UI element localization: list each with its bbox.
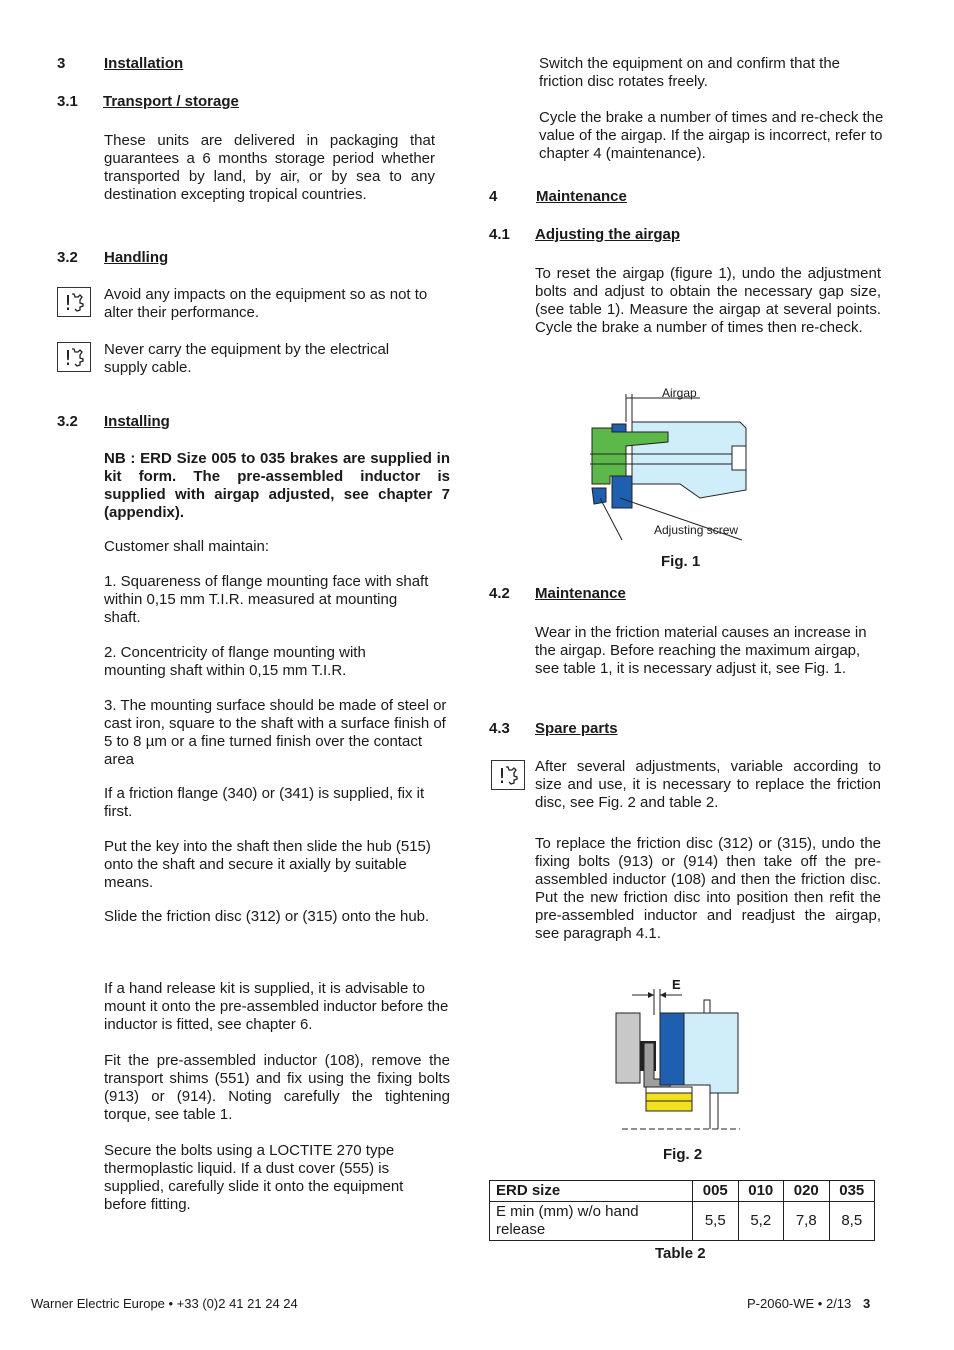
table-2-caption: Table 2 (655, 1245, 706, 1262)
table-cell: 8,5 (829, 1202, 875, 1241)
page-number: 3 (863, 1296, 871, 1311)
installing-list-item-2: 2. Concentricity of flange mounting with mounting shaft within 0,15 mm T.I.R. (104, 644, 366, 679)
figure-1-caption: Fig. 1 (661, 553, 701, 570)
installing-list-item-1: 1. Squareness of flange mounting face with shaft within 0,15 mm T.I.R. measured at mounting shaft. (104, 573, 429, 626)
installing-customer-maintain: Customer shall maintain: (104, 538, 270, 555)
section-4-number: 4 (489, 188, 498, 205)
table-cell: 5,2 (738, 1202, 784, 1241)
cycle-brake-text: Cycle the brake a number of times and re-check the value of the airgap. If the airgap is incorrect, refer to chapter 4 (maintenance). (539, 109, 884, 162)
figure-1-airgap-label: Airgap (662, 386, 697, 400)
section-3-2-handling-title: Handling (104, 249, 169, 266)
table-header-cell: 005 (693, 1181, 739, 1202)
installing-key-hub: Put the key into the shaft then slide the hub (515) onto the shaft and secure it axially by suitable means. (104, 838, 431, 891)
table-row-label: E min (mm) w/o hand release (490, 1202, 693, 1241)
warning-icon (57, 287, 91, 317)
section-3-title: Installation (104, 55, 184, 72)
installing-hand-release: If a hand release kit is supplied, it is advisable to mount it onto the pre-assembled inductor before the inductor is fitted, see chapter 6. (104, 980, 449, 1033)
section-3-1-number: 3.1 (57, 93, 78, 110)
warning-icon (57, 342, 91, 372)
figure-2-diagram (610, 975, 750, 1135)
handling-warning-1: Avoid any impacts on the equipment so as not to alter their performance. (104, 286, 428, 321)
figure-2-caption: Fig. 2 (663, 1146, 703, 1163)
spare-parts-replace-text: To replace the friction disc (312) or (315), undo the fixing bolts (913) or (914) then take off the pre-assembled inductor (108) and then the friction disc. Put the new friction disc into position then refit the pre-assembled inductor and readjust the airgap, see paragraph 4.1. (535, 835, 881, 942)
erd-size-table (489, 1180, 875, 1241)
transport-storage-text: These units are delivered in packaging that guarantees a 6 months storage period whether transported by land, by air, or by sea to any destination excepting tropical countries. (104, 132, 435, 203)
table-header-cell: ERD size (490, 1181, 693, 1202)
spare-parts-warning: After several adjustments, variable according to size and use, it is necessary to replace the friction disc, see Fig. 2 and table 2. (535, 758, 881, 811)
installing-list-item-3: 3. The mounting surface should be made of steel or cast iron, square to the shaft with a surface finish of 5 to 8 µm or a fine turned finish over the contact area (104, 697, 447, 768)
section-3-1-title: Transport / storage (103, 93, 239, 110)
table-header-row (490, 1181, 875, 1202)
installing-nb-note: NB : ERD Size 005 to 035 brakes are supplied in kit form. The pre-assembled inductor is supplied with airgap adjusted, see chapter 7 (appendix). (104, 450, 450, 521)
section-3-2-installing-title: Installing (104, 413, 170, 430)
switch-on-text: Switch the equipment on and confirm that the friction disc rotates freely. (539, 55, 841, 90)
svg-text:!: ! (64, 346, 73, 370)
section-4-1-title: Adjusting the airgap (535, 226, 681, 243)
installing-loctite: Secure the bolts using a LOCTITE 270 type thermoplastic liquid. If a dust cover (555) is supplied, carefully slide it onto the equipment before fitting. (104, 1142, 404, 1213)
table-header-cell: 010 (738, 1181, 784, 1202)
section-4-3-title: Spare parts (535, 720, 618, 737)
svg-text:!: ! (64, 291, 73, 315)
warning-icon (491, 760, 525, 790)
figure-1-adjusting-screw-label: Adjusting screw (654, 523, 739, 537)
section-4-1-number: 4.1 (489, 226, 510, 243)
table-cell: 5,5 (693, 1202, 739, 1241)
installing-friction-disc: Slide the friction disc (312) or (315) onto the hub. (104, 908, 430, 925)
section-3-number: 3 (57, 55, 66, 72)
footer-company: Warner Electric Europe • +33 (0)2 41 21 24 24 (31, 1296, 298, 1311)
adjust-airgap-text: To reset the airgap (figure 1), undo the adjustment bolts and adjust to obtain the necessary gap size, (see table 1). Measure the airgap at several points. Cycle the brake a number of times then re-check. (535, 265, 881, 336)
handling-warning-2: Never carry the equipment by the electrical supply cable. (104, 341, 390, 376)
section-4-title: Maintenance (536, 188, 627, 205)
installing-friction-flange: If a friction flange (340) or (341) is supplied, fix it first. (104, 785, 425, 820)
svg-text:!: ! (498, 764, 507, 788)
table-cell: 7,8 (784, 1202, 830, 1241)
section-4-2-title: Maintenance (535, 585, 626, 602)
section-3-2-installing-number: 3.2 (57, 413, 78, 430)
figure-2-e-label: E (672, 977, 681, 992)
footer-document-ref: P-2060-WE • 2/13 (747, 1296, 852, 1311)
table-row (490, 1202, 875, 1241)
installing-fit-inductor: Fit the pre-assembled inductor (108), remove the transport shims (551) and fix using the fixing bolts (913) or (914). Noting carefully the tightening torque, see table 1. (104, 1052, 450, 1123)
table-header-cell: 035 (829, 1181, 875, 1202)
maintenance-wear-text: Wear in the friction material causes an increase in the airgap. Before reaching the maximum airgap, see table 1, it is necessary adjust it, see Fig. 1. (535, 624, 867, 677)
table-header-cell: 020 (784, 1181, 830, 1202)
section-3-2-handling-number: 3.2 (57, 249, 78, 266)
section-4-2-number: 4.2 (489, 585, 510, 602)
section-4-3-number: 4.3 (489, 720, 510, 737)
